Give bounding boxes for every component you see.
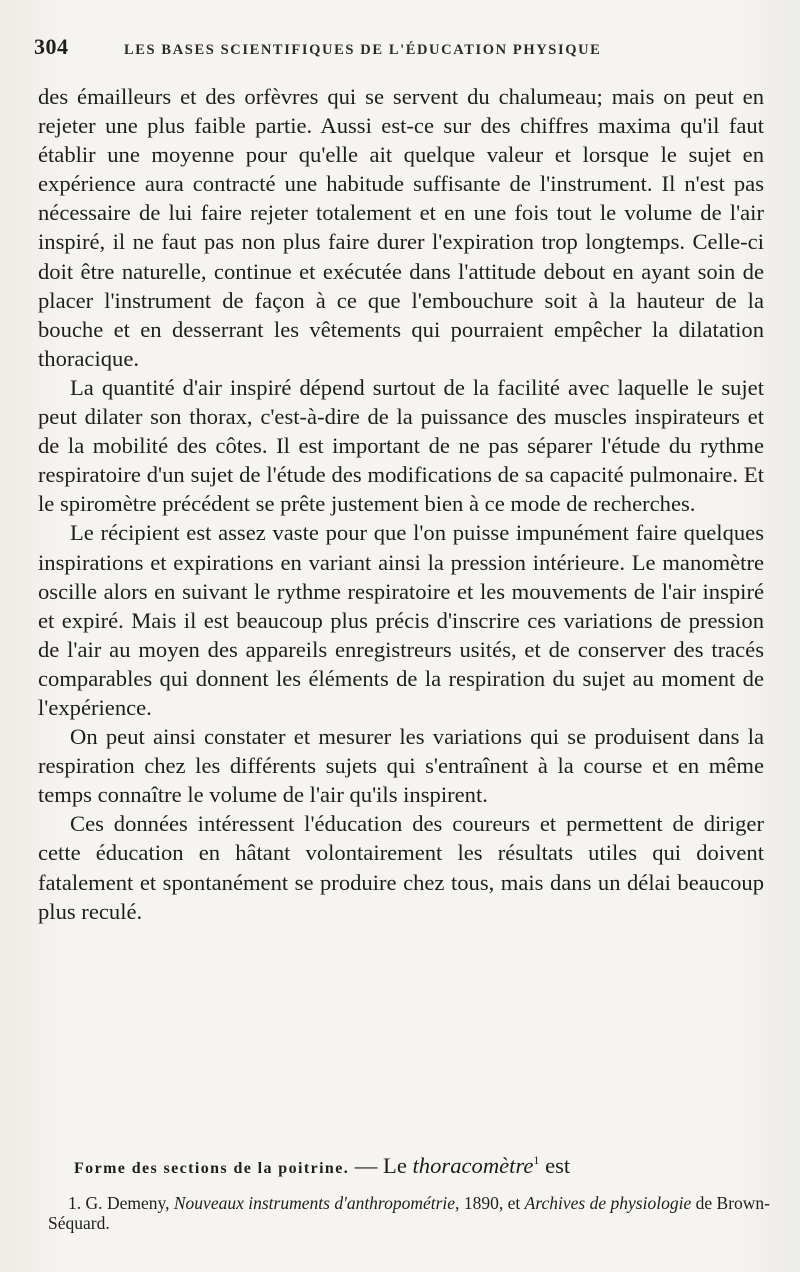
footnote-reference[interactable]: 1 (533, 1153, 540, 1167)
paragraph: Ces données intéressent l'éducation des coureurs et permettent de diriger cette éducation en hâtant volontairement les résultats utiles qui doivent fatalement et spontanément se produire chez tous, mais dans un délai beaucoup plus reculé. (38, 811, 764, 924)
footnote-author: G. Demeny, (85, 1193, 170, 1213)
footnote-title: Nouveaux instruments d'anthropométrie, (173, 1193, 460, 1213)
page-number: 304 (34, 34, 69, 59)
running-title: LES BASES SCIENTIFIQUES DE L'ÉDUCATION PHYSIQUE (124, 42, 602, 58)
running-head (34, 34, 774, 60)
section-tail: est (545, 1153, 571, 1178)
paragraph: des émailleurs et des orfèvres qui se servent du chalumeau; mais on peut en rejeter une plus faible partie. Aussi est-ce sur des chiffres maxima qu'il faut établir une moyenne pour qu'elle ait quelque valeur et lorsque le sujet en expérience aura contracté une habitude suffisante de l'instrument. Il n'est pas nécessaire de lui faire rejeter totalement et en une fois tout le volume de l'air inspiré, il ne faut pas non plus faire durer l'expiration trop longtemps. Celle-ci doit être naturelle, continue et exécutée dans l'attitude debout en ayant soin de placer l'instrument de façon à ce que l'embouchure soit à la hauteur de la bouche et en desserrant les vêtements qui pourraient empêcher la dilatation thoracique. (38, 84, 764, 371)
section-dash: — (354, 1153, 378, 1178)
section-heading-line (38, 1146, 772, 1183)
section-term: thoracomètre (412, 1153, 534, 1178)
section-lead: Le (383, 1153, 407, 1178)
footnote-number: 1. (68, 1193, 82, 1213)
paragraph: Le récipient est assez vaste pour que l'on puisse impunément faire quelques inspirations et expirations en variant ainsi la pression intérieure. Le manomètre oscille alors en suivant le rythme respiratoire et les mouvements de l'air inspiré et expiré. Mais il est beaucoup plus précis d'inscrire ces variations de pression de l'air au moyen des appareils enregistreurs usités, et de conserver des tracés comparables qui donnent les éléments de la respiration du sujet au moment de l'expérience. (38, 520, 764, 720)
paragraph: On peut ainsi constater et mesurer les variations qui se produisent dans la respiration chez les différents sujets qui s'entraînent à la course et en même temps connaître le volume de l'air qu'ils inspirent. (38, 724, 764, 808)
paragraph: La quantité d'air inspiré dépend surtout de la facilité avec laquelle le sujet peut dilater son thorax, c'est-à-dire de la puissance des muscles inspirateurs et de la mobilité des côtes. Il est important de ne pas séparer l'étude du rythme respiratoire d'un sujet de l'étude des modifications de sa capacité pulmonaire. Et le spiromètre précédent se prête justement bien à ce mode de recherches. (38, 374, 764, 517)
footnote-year: 1890, et (463, 1193, 521, 1213)
body-text (38, 82, 764, 926)
section-heading: Forme des sections de la poitrine. (74, 1160, 350, 1177)
footnote-publisher: de Brown-Séquard. (48, 1193, 771, 1233)
footnote (48, 1193, 770, 1233)
footnote-journal: Archives de physiologie (524, 1193, 692, 1213)
